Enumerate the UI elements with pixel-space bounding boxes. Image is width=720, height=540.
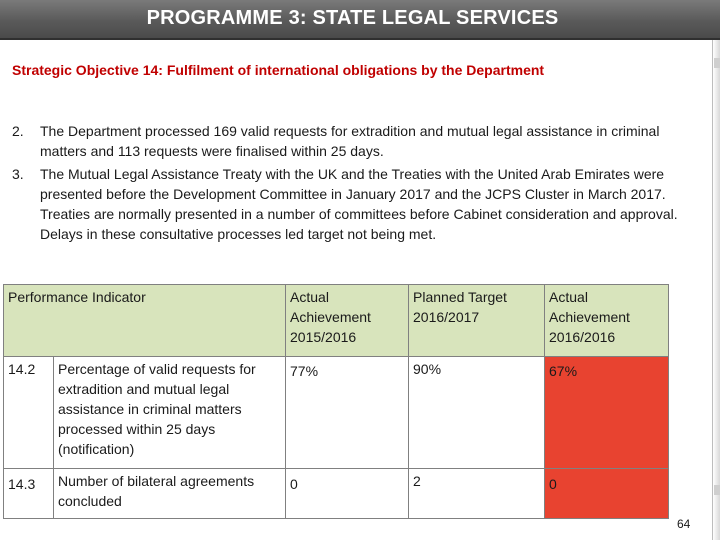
indicator-description: Percentage of valid requests for extradition and mutual legal assistance in criminal matters processed within 25 days (notification) xyxy=(54,357,286,469)
header-planned-target-2016-2017: Planned Target 2016/2017 xyxy=(409,285,545,357)
planned-value: 2 xyxy=(409,469,545,519)
header-actual-2016-2016: Actual Achievement 2016/2016 xyxy=(545,285,669,357)
header-performance-indicator: Performance Indicator xyxy=(4,285,286,357)
table-row xyxy=(4,469,669,519)
list-item-text: The Mutual Legal Assistance Treaty with the UK and the Treaties with the United Arab Emirates were presented before the Development Committee in January 2017 and the JCPS Cluster in March 2017. Treaties are normally presented in a number of committees before Cabinet consideration and approval. Delays in these consultative processes led target not being met. xyxy=(40,166,678,242)
page-number: 64 xyxy=(677,517,691,531)
right-edge-strip xyxy=(712,40,720,540)
title-bar xyxy=(0,0,720,40)
list-item-number: 3. xyxy=(12,166,24,182)
strip-notch xyxy=(714,485,720,495)
strategic-objective: Strategic Objective 14: Fulfilment of international obligations by the Department xyxy=(12,62,545,78)
slide-title: PROGRAMME 3: STATE LEGAL SERVICES xyxy=(146,7,559,29)
planned-value: 90% xyxy=(409,357,545,469)
indicator-id: 14.3 xyxy=(4,469,54,519)
indicator-id: 14.2 xyxy=(4,357,54,469)
actual-prev-value: 77% xyxy=(286,357,409,469)
actual-curr-value: 67% xyxy=(545,357,669,469)
indicator-description: Number of bilateral agreements concluded xyxy=(54,469,286,519)
actual-curr-value: 0 xyxy=(545,469,669,519)
table-row xyxy=(4,357,669,469)
performance-table xyxy=(3,284,669,519)
actual-prev-value: 0 xyxy=(286,469,409,519)
list-item-text: The Department processed 169 valid requests for extradition and mutual legal assistance in criminal matters and 113 requests were finalised within 25 days. xyxy=(40,123,660,159)
strip-notch xyxy=(714,58,720,68)
list-item-number: 2. xyxy=(12,123,24,139)
table-header-row xyxy=(4,285,669,357)
header-actual-2015-2016: Actual Achievement 2015/2016 xyxy=(286,285,409,357)
